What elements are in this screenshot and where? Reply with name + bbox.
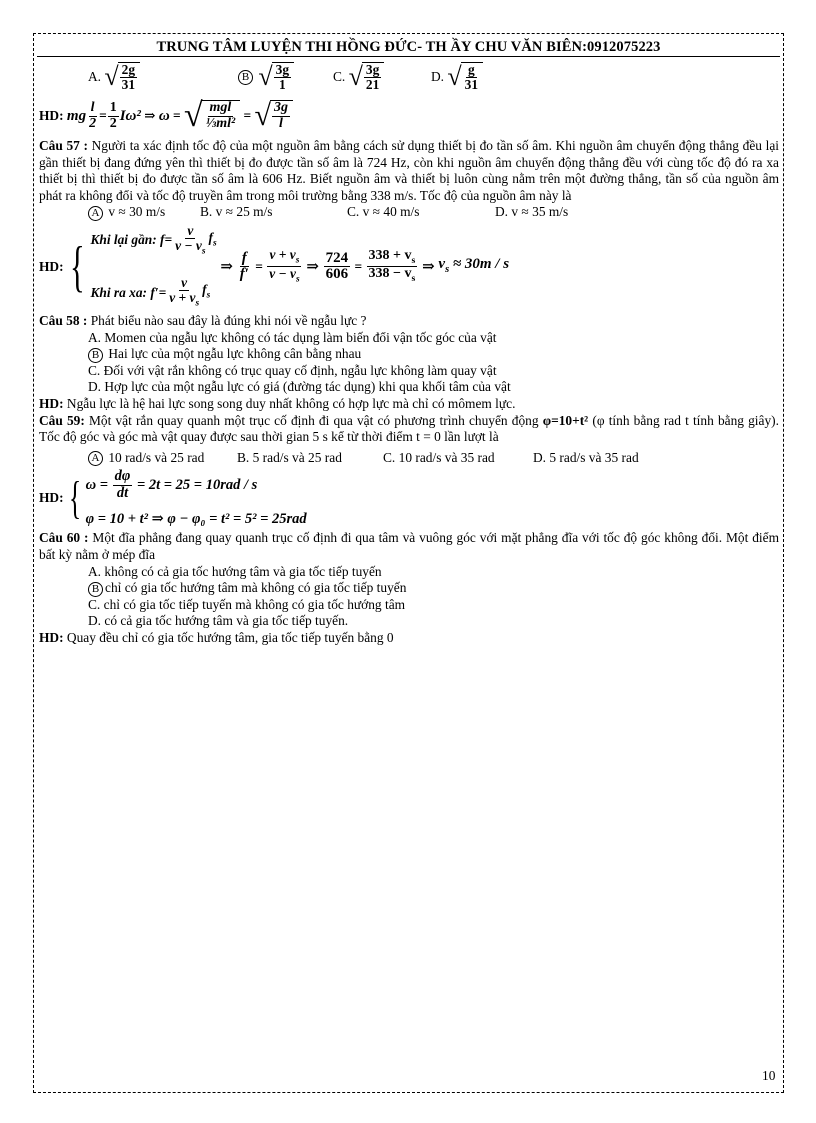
page-number: 10 (762, 1068, 776, 1083)
q58-option-c: C. Đối với vật rắn không có trục quay cố định, ngẫu lực không làm quay vật (88, 362, 497, 378)
q59-options (39, 450, 779, 467)
q57-solution: HD: { Khi lại gần: f= $\frac{v}{v - v_s}$ $f_s$ Khi ra xa: f′= $\frac{v}{v + v_s}$ $f_s$ ⇒ $\frac{f}{f'}$ = $\frac{v + v_s}{v - v_s}$ ⇒ $\frac{724}{606}$ = $\frac{338 + v_s}{338 - v_s}$ ⇒ $v_s \approx 30m / s$ (39, 222, 510, 310)
q60-option-c: C. chỉ có gia tốc tiếp tuyến mà không có gia tốc hướng tâm (88, 596, 406, 612)
document-body (39, 60, 779, 646)
q56-options (39, 60, 779, 94)
q60-option-d: D. có cả gia tốc hướng tâm và gia tốc tiếp tuyến. (88, 613, 349, 629)
q60-option-b: B chỉ có gia tốc hướng tâm mà không có gia tốc tiếp tuyến (39, 580, 779, 597)
header-rule (37, 56, 780, 57)
q59-option-c: C. 10 rad/s và 35 rad (383, 449, 495, 465)
q59-question: Câu 59: Một vật rắn quay quanh một trục cố định đi qua vật có phương trình chuyển động φ=10+t² (φ tính bằng rad t tính bằng giây). Tốc độ góc và góc mà vật quay được sau thời gian 5 s kể từ thời điểm t = 0 lần lượt là (39, 412, 779, 445)
q58-option-a: A. Momen của ngẫu lực không có tác dụng làm biến đổi vận tốc góc của vật (88, 329, 497, 345)
q56-option-a: A. √ $\frac{2g}{31}$ (88, 62, 238, 92)
q58-solution: HD: Ngẫu lực là hệ hai lực song song duy nhất không có hợp lực mà chỉ có mômem lực. (39, 395, 516, 411)
q60-question: Câu 60 : Một đĩa phẳng đang quay quanh trục cố định đi qua tâm và vuông góc với mặt phẳng đĩa với tốc độ góc không đổi. Một điểm bất kỳ nằm ở mép đĩa (39, 530, 780, 562)
q56-option-c: C. √ $\frac{3g}{21}$ (333, 62, 431, 92)
q59-option-a: A 10 rad/s và 25 rad (88, 450, 237, 467)
q57-option-c: C. v ≈ 40 m/s (347, 204, 420, 220)
q60-option-a: A. không có cả gia tốc hướng tâm và gia tốc tiếp tuyến (88, 563, 382, 579)
page-header: TRUNG TÂM LUYỆN THI HỒNG ĐỨC- TH ẦY CHU VĂN BIÊN:0912075223 (156, 39, 661, 55)
q56-solution: HD: mg $\frac{l}{2}$ = $\frac{1}{2}$ Iω² ⇒ ω = √ $\frac{\text{mgl}}{\text{⅓ml²}}$ = √ $\frac{3g}{l}$ (39, 94, 779, 138)
q58-question: Câu 58 : Phát biểu nào sau đây là đúng khi nói về ngẫu lực ? (39, 312, 367, 328)
q57-option-d: D. v ≈ 35 m/s (495, 204, 569, 220)
q60-solution: HD: Quay đều chỉ có gia tốc hướng tâm, gia tốc tiếp tuyến bằng 0 (39, 629, 394, 645)
q58-option-d: D. Hợp lực của một ngẫu lực có giá (đường tác dụng) khi qua khối tâm của vật (88, 379, 511, 395)
q57-question: Câu 57 : Người ta xác định tốc độ của một nguồn âm bằng cách sử dụng thiết bị đo tần số âm. Khi nguồn âm chuyển động thẳng đều lại gần thiết bị đang đứng yên thì thiết bị đo được tần số âm là 724 Hz, còn khi nguồn âm chuyển động thẳng đều với cùng tốc độ đó ra xa thiết bị thì thiết bị đo được tần số âm là 606 Hz. Biết nguồn âm và thiết bị luôn cùng nằm trên một đường thẳng, tần số của nguồn âm phát ra không đổi và tốc độ truyền âm trong môi trường bằng 338 m/s. Tốc độ của nguồn âm này là (39, 138, 779, 203)
q56-option-b: B √ $\frac{3g}{1}$ (238, 62, 333, 92)
q59-option-b: B. 5 rad/s và 25 rad (237, 449, 342, 465)
q57-option-b: B. v ≈ 25 m/s (200, 204, 273, 220)
q59-option-d: D. 5 rad/s và 35 rad (533, 449, 639, 465)
q57-options (39, 204, 779, 221)
q57-option-a: A v ≈ 30 m/s (88, 204, 200, 221)
q58-option-b: B Hai lực của một ngẫu lực không cân bằng nhau (39, 346, 779, 363)
q56-option-d: D. √ $\frac{g}{31}$ (431, 62, 483, 92)
q59-solution: HD: { ω = $\frac{d\varphi}{dt}$ = 2t = 25 = 10rad / s φ = 10 + t² ⇒ φ − φ₀ = t² = 5² = 25rad (39, 468, 307, 527)
